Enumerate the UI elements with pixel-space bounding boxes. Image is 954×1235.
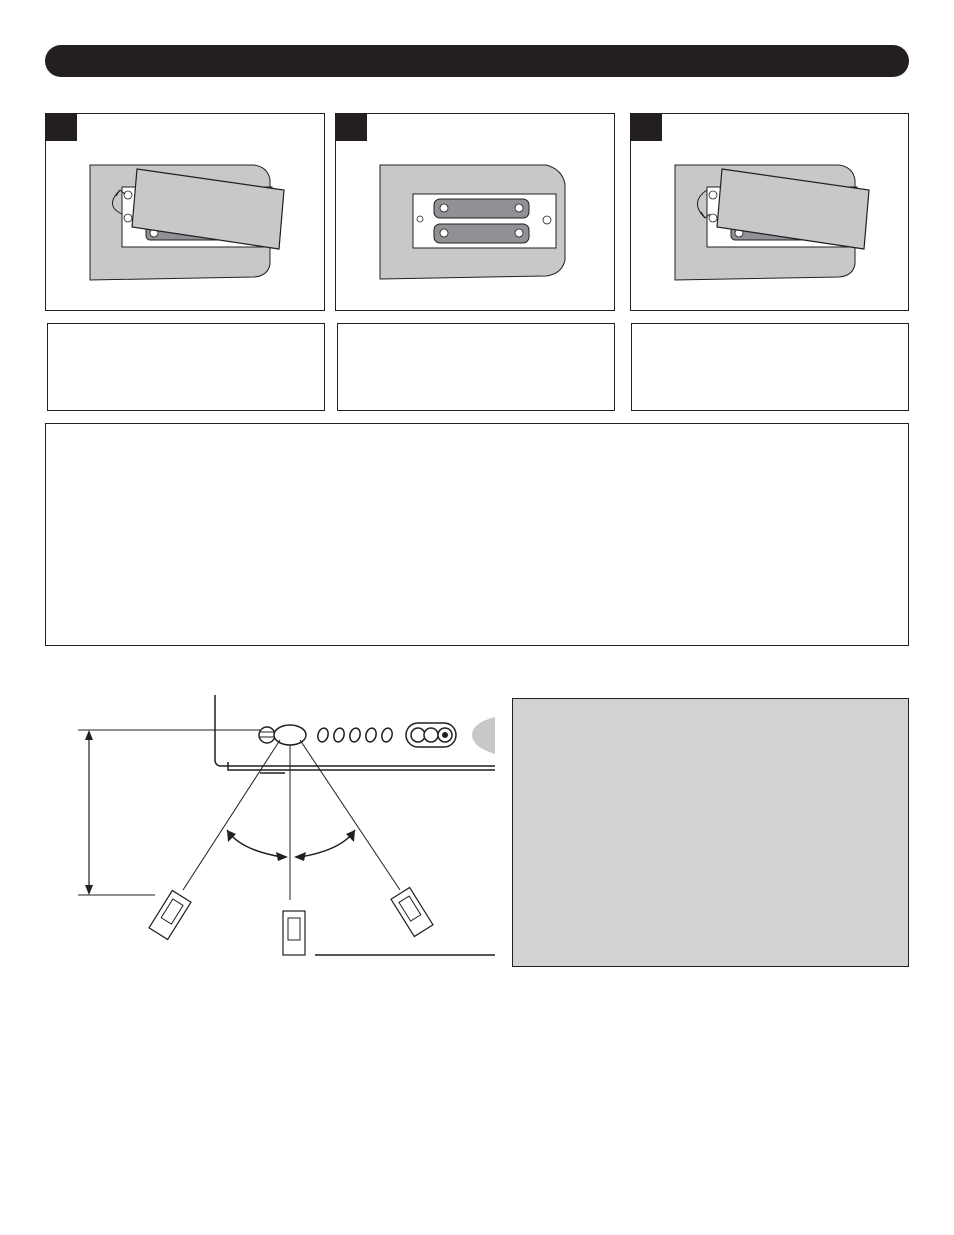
remote-right-icon [391,888,433,937]
step-2-caption [337,323,615,411]
remote-left-icon [149,891,191,940]
step-3-caption [631,323,909,411]
remote-center-icon [283,911,305,955]
remote-control-range-diagram [60,690,500,965]
section-header-bar [45,45,909,77]
step-1-caption [47,323,325,411]
cover-open-illustration [46,114,326,312]
range-notes-panel [512,698,909,967]
tv-front-buttons [259,717,495,754]
battery-notes-box [45,423,909,646]
step-1-panel [45,113,325,311]
step-2-panel [335,113,615,311]
batteries-installed-illustration [336,114,616,312]
cover-close-illustration [631,114,910,312]
step-3-panel [630,113,909,311]
